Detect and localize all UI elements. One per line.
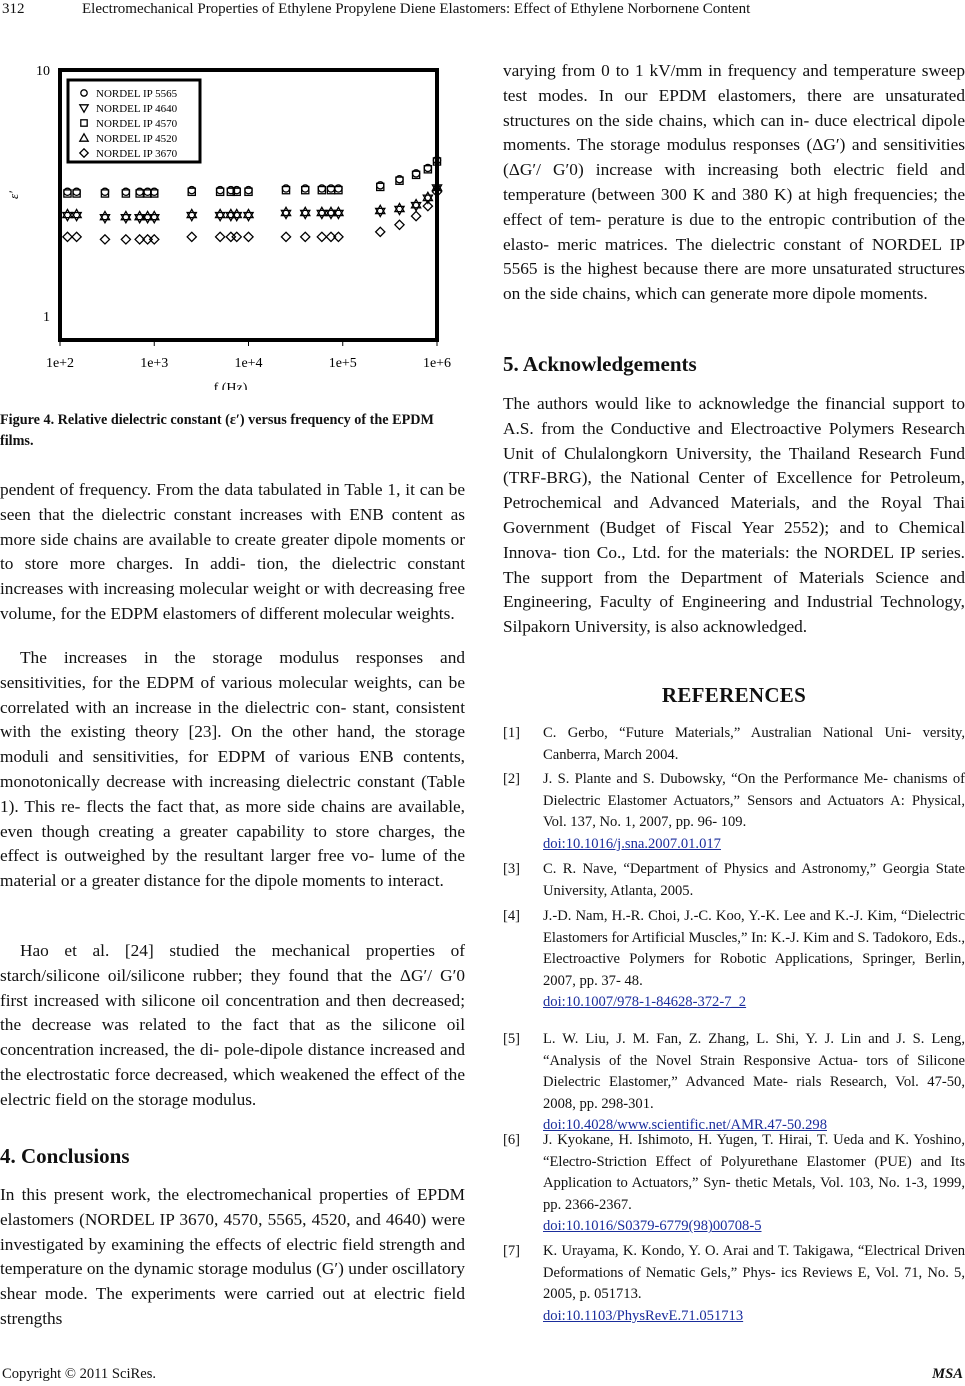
running-title: Electromechanical Properties of Ethylene Propylene Diene Elastomers: Effect of Ethylene Norbornene Content xyxy=(82,1,751,17)
reference-item xyxy=(503,1241,965,1327)
reference-doi-link[interactable]: doi:10.1103/PhysRevE.71.051713 xyxy=(543,1307,744,1324)
dielectric-chart xyxy=(0,50,470,390)
acknowledgements-text: The authors would like to acknowledge the financial support to A.S. from the Conductive and Electroactive Polymers Research Unit of Chulalongkorn University, the Thailand Research Fund (TRF-BRG), the National Center of Excellence for Petroleum, Petrochemical and Advanced Materials, and the Royal Thai Government (Budget of Fiscal Year 2552); and to Chemical Innova- tion Co., Ltd. for the materials: the NORDEL IP series. The support from the Department of Materials Science and Engineering, Faculty of Engineering and Industrial Technology, Silpakorn University, is also acknowledged. xyxy=(503,394,965,637)
data-point xyxy=(216,209,225,217)
reference-text: K. Urayama, K. Kondo, Y. O. Arai and T. Takigawa, “Electrical Driven Deformations of Nematic Gels,” Phys- ics Reviews E, Vol. 71, No. 5, 2005, p. 051713. xyxy=(543,1243,965,1303)
data-point xyxy=(244,212,253,220)
data-point xyxy=(317,232,326,241)
conclusions-heading: 4. Conclusions xyxy=(0,1144,130,1168)
data-point xyxy=(395,220,404,229)
y-tick-label: 1 xyxy=(43,310,50,326)
data-point xyxy=(376,208,385,216)
acknowledgements-heading: 5. Acknowledgements xyxy=(503,352,697,376)
reference-doi-link[interactable]: doi:10.1016/S0379-6779(98)00708-5 xyxy=(543,1218,762,1235)
data-point xyxy=(72,212,81,220)
x-tick-label: 1e+6 xyxy=(422,356,452,371)
reference-item xyxy=(503,859,965,902)
page-number: 312 xyxy=(2,1,25,17)
reference-number: [1] xyxy=(503,725,521,741)
reference-item xyxy=(503,1130,965,1238)
y-tick-label: 10 xyxy=(36,64,50,79)
reference-number: [5] xyxy=(503,1031,521,1047)
data-point xyxy=(72,232,81,241)
left-paragraph-2: The increases in the storage modulus responses and sensitivities, for the EDPM of various molecular weights, can be correlated with an increase in the dielectric con- stant, consistent with the existing theory [23]. On the other hand, the storage moduli and sensitivities, for EDPM of various ENB contents, monotonically decrease with increasing dielectric constant (Table 1). This re- flects the fact that, as more side chains are available, even though creating a greater capability to store charges, the effect is outweighed by the resultant larger free vo- lume of the material or a greater distance for the dipole moments to interact. xyxy=(0,648,465,891)
data-point xyxy=(317,210,326,218)
data-point xyxy=(226,232,235,241)
journal-abbrev: MSA xyxy=(932,1366,963,1382)
data-point xyxy=(63,212,72,220)
copyright: Copyright © 2011 SciRes. xyxy=(2,1366,157,1382)
reference-item xyxy=(503,906,965,1014)
reference-doi-link[interactable]: doi:10.4028/www.scientific.net/AMR.47-50.298 xyxy=(543,1117,828,1134)
figure-4 xyxy=(0,50,470,390)
reference-number: [7] xyxy=(503,1243,521,1259)
reference-text: L. W. Liu, J. M. Fan, Z. Zhang, L. Shi, Y. J. Lin and J. S. Leng, “Analysis of the Novel Strain Responsive Actua- tors of Silicone Dielectric Elastomer,” Advanced Mate- rials Research, Vol. 47-50, 2008, pp. 298-301. xyxy=(543,1031,965,1112)
data-point xyxy=(187,232,196,241)
data-point xyxy=(376,205,385,213)
data-point xyxy=(317,207,326,215)
reference-number: [3] xyxy=(503,861,521,877)
data-point xyxy=(216,232,225,241)
reference-text: J. Kyokane, H. Ishimoto, H. Yugen, T. Hirai, T. Ueda and K. Yoshino, “Electro-Striction Effect of Polyurethane Elastomer (PUE) and Its Application to Actuators,” Syn- thetic Metals, Vol. 103, No. 1-3, 1999, pp. 2366-2367. xyxy=(543,1132,965,1213)
reference-item xyxy=(503,1029,965,1137)
data-point xyxy=(301,232,310,241)
data-point xyxy=(63,232,72,241)
data-point xyxy=(244,232,253,241)
legend-label: NORDEL IP 4640 xyxy=(96,103,178,115)
data-point xyxy=(216,212,225,220)
reference-text: C. R. Nave, “Department of Physics and Astronomy,” Georgia State University, Atlanta, 2005. xyxy=(543,861,965,899)
data-point xyxy=(187,212,196,220)
reference-number: [6] xyxy=(503,1132,521,1148)
legend-label: NORDEL IP 3670 xyxy=(96,148,178,160)
reference-text: C. Gerbo, “Future Materials,” Australian National Uni- versity, Canberra, March 2004. xyxy=(543,725,965,763)
reference-item xyxy=(503,723,965,766)
left-paragraph-3: Hao et al. [24] studied the mechanical properties of starch/silicone oil/silicone rubber; they found that the ΔG′/ G′0 first increased with silicone oil concentration and then decreased; the decrease was related to the fact that as the silicone oil concentration increased, the di- pole-dipole distance increased and the electrostatic force decreased, which weakened the effect of the electric field on the storage modulus. xyxy=(0,941,465,1109)
reference-item xyxy=(503,769,965,855)
data-point xyxy=(376,227,385,236)
data-point xyxy=(187,209,196,217)
legend-label: NORDEL IP 4570 xyxy=(96,118,178,130)
data-point xyxy=(301,207,310,215)
x-tick-label: 1e+5 xyxy=(328,356,357,371)
legend-label: NORDEL IP 5565 xyxy=(96,88,178,100)
x-tick-label: 1e+3 xyxy=(140,356,169,371)
data-point xyxy=(281,210,290,218)
data-point xyxy=(281,207,290,215)
page-header xyxy=(0,0,965,26)
data-point xyxy=(121,235,130,244)
conclusions-text: In this present work, the electromechanical properties of EPDM elastomers (NORDEL IP 3670, 4570, 5565, 4520, and 4640) were investigated by examining the effects of electric field strength and temperature on the dynamic storage modulus (G′) under oscillatory shear mode. The experiments were carried out at electric field strengths xyxy=(0,1185,465,1328)
x-tick-label: 1e+2 xyxy=(45,356,75,371)
left-paragraph-1: pendent of frequency. From the data tabulated in Table 1, it can be seen that the dielectric constant increases with ENB content as more side chains are available to create greater dipole moments or to store more charges. In addi- tion, the dielectric constant increases with increasing molecular weight or with decreasing free volume, for the EDPM elastomers of different molecular weights. xyxy=(0,480,465,623)
reference-text: J. S. Plante and S. Dubowsky, “On the Performance Me- chanisms of Dielectric Elastomer Actuators,” Sensors and Actuators A: Physical, Vol. 137, No. 1, 2007, pp. 96- 109. xyxy=(543,771,965,831)
reference-number: [2] xyxy=(503,771,521,787)
right-paragraph-1: varying from 0 to 1 kV/mm in frequency and temperature sweep test modes. In our EPDM elastomers, there are unsaturated structures on the side chains, which can in- duce electrical dipole moments. The storage modulus responses (ΔG′) and sensitivities (ΔG′/ G′0) increase with increasing both electric field and temperature (between 300 K and 380 K) at high frequencies; the effect of tem- perature is due to the entropic contribution of the elasto- meric matrices. The dielectric constant of NORDEL IP 5565 is the highest because there are more unsaturated structures on the side chains, which can generate more dipole moments. xyxy=(503,61,965,304)
data-point xyxy=(121,211,130,219)
series-square xyxy=(64,158,441,197)
data-point xyxy=(232,232,241,241)
data-point xyxy=(63,209,72,217)
data-point xyxy=(72,209,81,217)
references-heading: REFERENCES xyxy=(661,683,807,707)
data-point xyxy=(411,211,420,220)
data-point xyxy=(100,235,109,244)
reference-doi-link[interactable]: doi:10.1007/978-1-84628-372-7_2 xyxy=(543,994,747,1011)
data-point xyxy=(150,235,159,244)
data-point xyxy=(244,209,253,217)
figure-caption: Figure 4. Relative dielectric constant (ε′) versus frequency of the EPDM films. xyxy=(0,412,434,449)
x-axis-label: f (Hz) xyxy=(213,381,248,390)
data-point xyxy=(281,232,290,241)
legend-label: NORDEL IP 4520 xyxy=(96,133,178,145)
data-point xyxy=(121,215,130,223)
data-point xyxy=(100,211,109,219)
y-axis-label: ε′ xyxy=(6,191,21,199)
reference-doi-link[interactable]: doi:10.1016/j.sna.2007.01.017 xyxy=(543,835,721,852)
data-point xyxy=(100,215,109,223)
data-point xyxy=(301,210,310,218)
reference-number: [4] xyxy=(503,908,521,924)
x-tick-label: 1e+4 xyxy=(234,356,263,371)
reference-text: J.-D. Nam, H.-R. Choi, J.-C. Koo, Y.-K. Lee and K.-J. Kim, “Dielectric Elastomers for Artificial Muscles,” In: K.-J. Kim and S. Tadokoro, Eds., Electroactive Polymers for Robotic Applications, Springer, Berlin, 2007, pp. 37- 48. xyxy=(543,908,965,989)
